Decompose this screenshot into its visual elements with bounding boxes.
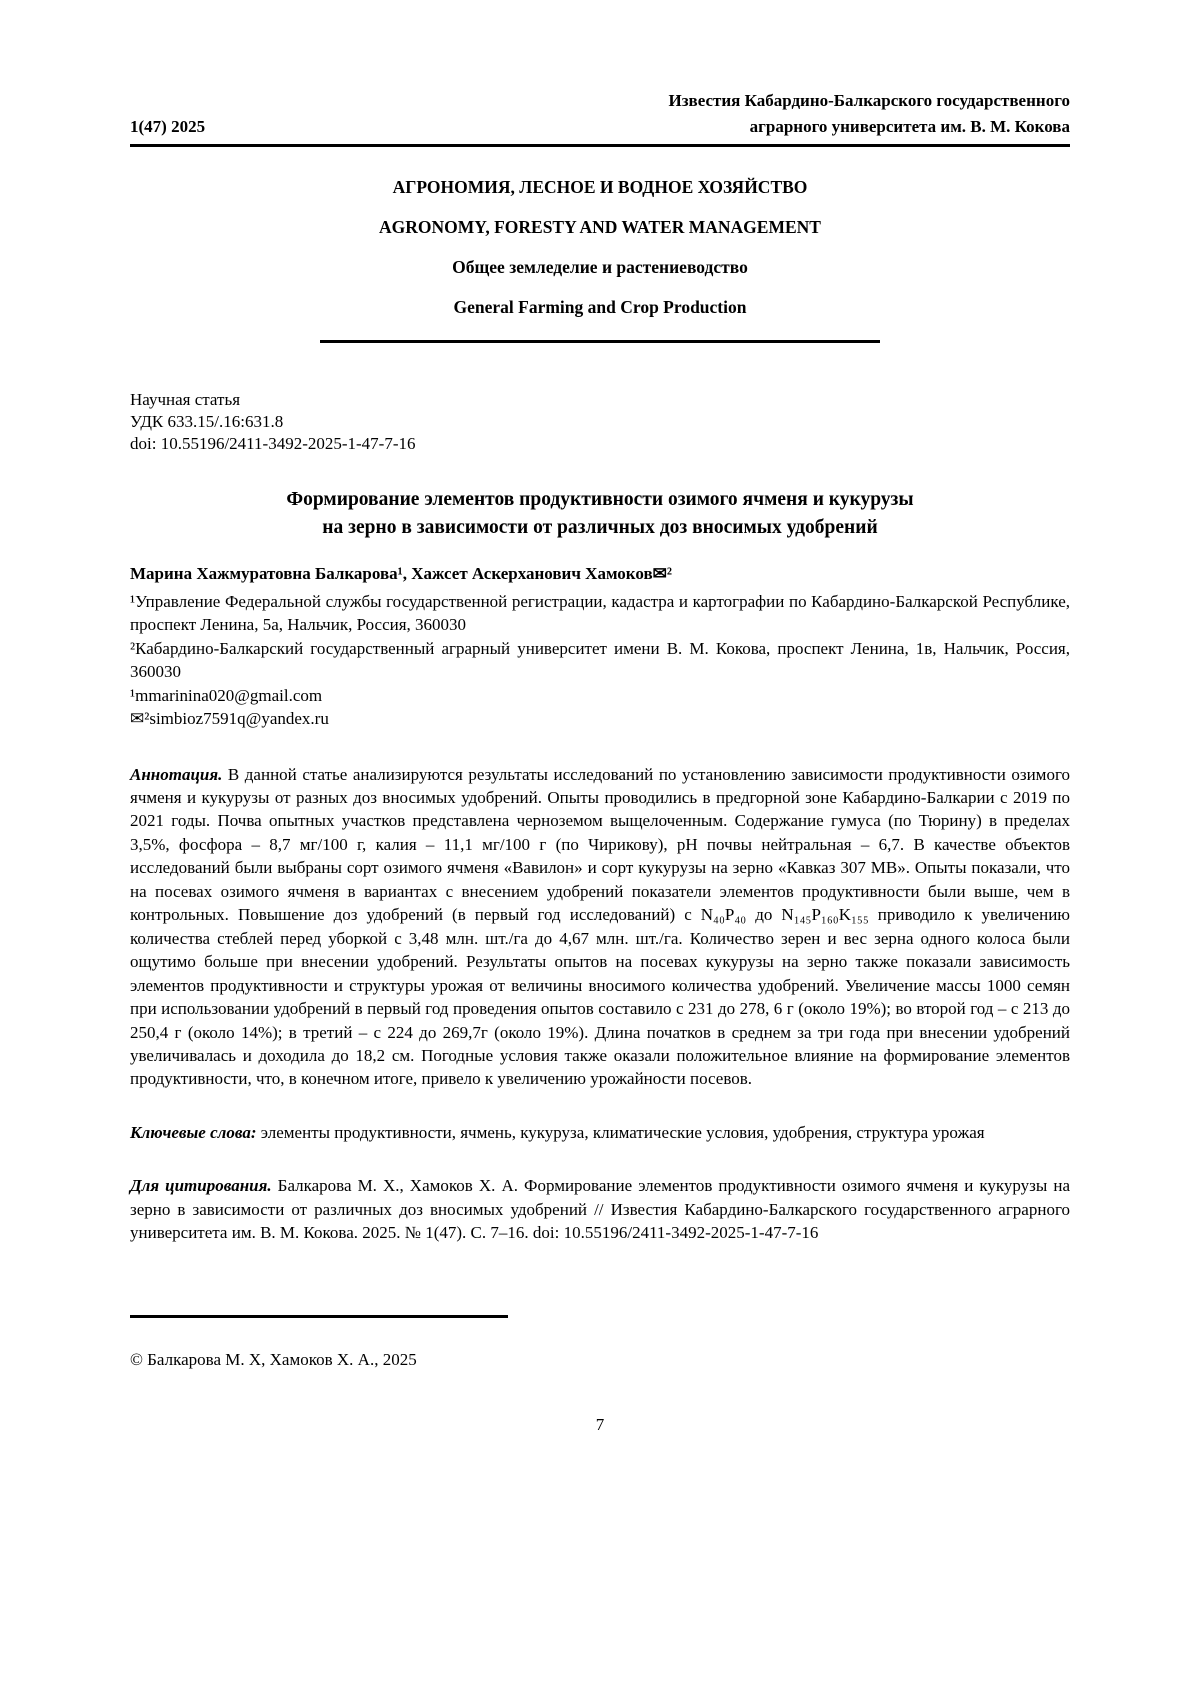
article-meta [130, 389, 1070, 456]
section-heading-en: AGRONOMY, FORESTY AND WATER MANAGEMENT [379, 217, 821, 238]
copyright-line: © Балкарова М. Х, Хамоков Х. А., 2025 [130, 1349, 417, 1369]
journal-name-line2: аграрного университета им. В. М. Кокова [749, 116, 1070, 136]
citation-text: Балкарова М. Х., Хамоков Х. А. Формирование элементов продуктивности озимого ячменя и кукурузы на зерно в зависимости от различных доз вносимых удобрений // Известия Кабардино-Балкарского государственного аграрного университета им. В. М. Кокова. 2025. № 1(47). С. 7–16. doi: 10.55196/2411-3492-2025-1-47-7-16 [130, 1176, 1070, 1243]
section-subheading-en: General Farming and Crop Production [453, 297, 747, 318]
section-headings [130, 175, 1070, 343]
journal-name [668, 88, 1070, 139]
keywords-label: Ключевые слова: [130, 1122, 257, 1142]
author-email-1: ¹mmarinina020@gmail.com [130, 685, 323, 705]
section-heading-ru: АГРОНОМИЯ, ЛЕСНОЕ И ВОДНОЕ ХОЗЯЙСТВО [392, 177, 808, 197]
issue-number: 1(47) 2025 [130, 116, 206, 136]
article-title-line1: Формирование элементов продуктивности озимого ячменя и кукурузы [286, 488, 914, 510]
keywords-paragraph [130, 1121, 1070, 1144]
header-divider [130, 144, 1070, 147]
keywords-text: элементы продуктивности, ячмень, кукуруза, климатические условия, удобрения, структура урожая [256, 1122, 985, 1142]
citation-label: Для цитирования. [130, 1176, 272, 1196]
affiliation-1: ¹Управление Федеральной службы государственной регистрации, кадастра и картографии по Кабардино-Балкарской Республике, проспект Ленина, 5а, Нальчик, Россия, 360030 [130, 591, 1070, 635]
citation-paragraph [130, 1174, 1070, 1244]
doi-line: doi: 10.55196/2411-3492-2025-1-47-7-16 [130, 434, 416, 454]
section-divider [320, 340, 880, 343]
affiliations-block [130, 590, 1070, 731]
journal-name-line1: Известия Кабардино-Балкарского государственного [668, 91, 1070, 110]
abstract-paragraph [130, 763, 1070, 1091]
abstract-text: В данной статье анализируются результаты исследований по установлению зависимости продуктивности озимого ячменя и кукурузы от разных доз вносимых удобрений. Опыты проводились в предгорной зоне Кабардино-Балкарии с 2019 по 2021 годы. Почва опытных участков представлена черноземом выщелоченным. Содержание гумуса (по Тюрину) в пределах 3,5%, фосфора – 8,7 мг/100 г, калия – 11,1 мг/100 г (по Чирикову), pH почвы нейтральная – 6,7. В качестве объектов исследований были выбраны сорт озимого ячменя «Вавилон» и сорт кукурузы на зерно «Кавказ 307 МВ». Опыты показали, что на посевах озимого ячменя в вариантах с внесением удобрений показатели элементов продуктивности были выше, чем в контрольных. Повышение доз удобрений (в первый год исследований) с N₄₀P₄₀ до N₁₄₅P₁₆₀K₁₅₅ приводило к увеличению количества стеблей перед уборкой с 3,48 млн. шт./га до 4,67 млн. шт./га. Количество зерен и вес зерна одного колоса были ощутимо больше при внесении удобрений. Результаты опытов на посевах кукурузы на зерно также показали зависимость элементов продуктивности и структуры урожая от величины вносимого количества удобрений. Увеличение массы 1000 семян при использовании удобрений в первый год проведения опытов составило с 231 до 278, 6 г (около 19%); во второй год – с 213 до 250,4 г (около 14%); в третий – с 224 до 269,7г (около 19%). Длина початков в среднем за три года при внесении удобрений увеличивалась и доходила до 18,2 см. Погодные условия также оказали положительное влияние на формирование элементов продуктивности, что, в конечном итоге, привело к увеличению урожайности посевов. [130, 764, 1070, 1089]
article-title [130, 486, 1070, 543]
author-email-2: ✉²simbioz7591q@yandex.ru [130, 709, 329, 729]
abstract-label: Аннотация. [130, 764, 223, 784]
section-subheading-ru: Общее земледелие и растениеводство [452, 257, 748, 278]
article-title-line2: на зерно в зависимости от различных доз вносимых удобрений [322, 517, 878, 539]
journal-header [130, 88, 1070, 139]
udc-code: УДК 633.15/.16:631.8 [130, 412, 284, 431]
authors-line: Марина Хажмуратовна Балкарова¹, Хажсет Аскерханович Хамоков✉² [130, 564, 672, 584]
article-type-label: Научная статья [130, 389, 241, 409]
page-number: 7 [595, 1415, 605, 1435]
footnote-divider [130, 1315, 508, 1318]
affiliation-2: ²Кабардино-Балкарский государственный аграрный университет имени В. М. Кокова, проспект Ленина, 1в, Нальчик, Россия, 360030 [130, 638, 1070, 682]
